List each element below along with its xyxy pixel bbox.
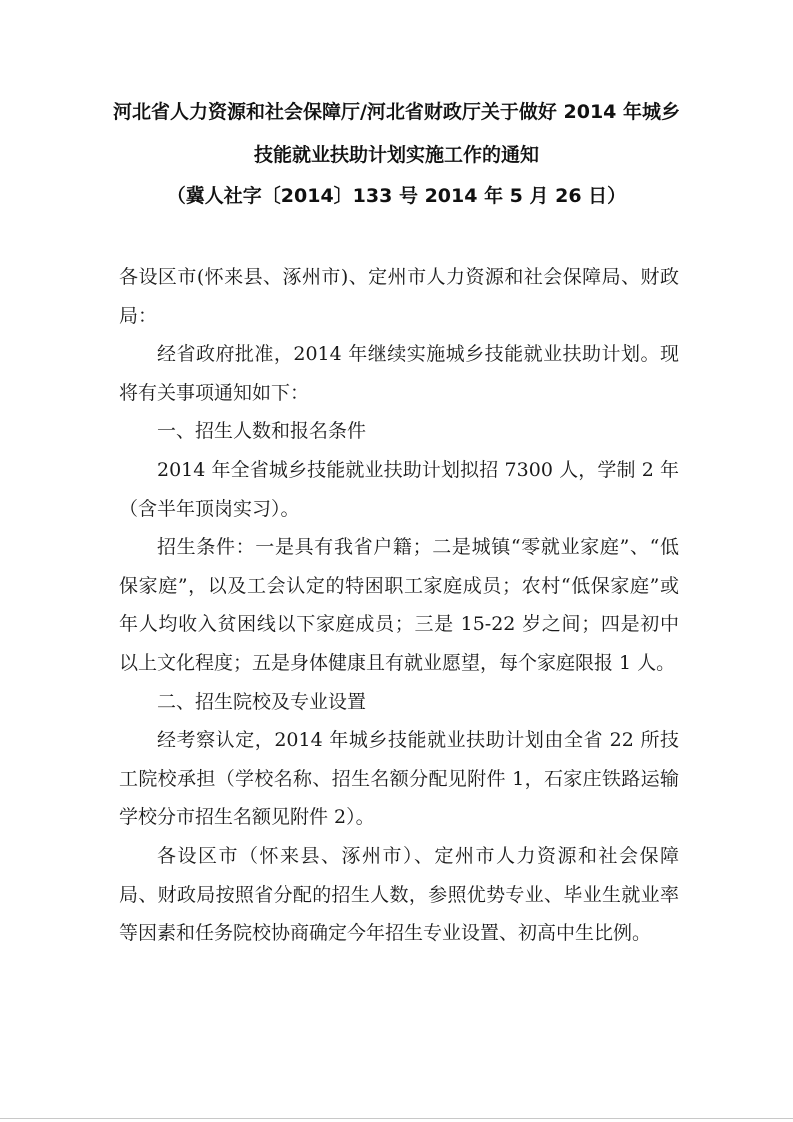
intro-paragraph: 经省政府批准，2014 年继续实施城乡技能就业扶助计划。现将有关事项通知如下： [119, 343, 679, 404]
document-body [119, 258, 679, 953]
section-heading-2: 二、招生院校及专业设置 [157, 690, 367, 713]
schools-paragraph: 经考察认定，2014 年城乡技能就业扶助计划由全省 22 所技工院校承担（学校名称、招生名额分配见附件 1，石家庄铁路运输学校分市招生名额见附件 2）。 [119, 729, 679, 829]
title-line-2: 技能就业扶助计划实施工作的通知 [253, 144, 539, 166]
majors-paragraph: 各设区市（怀来县、涿州市）、定州市人力资源和社会保障局、财政局按照省分配的招生人数，参照优势专业、毕业生就业率等因素和任务院校协商确定今年招生专业设置、初高中生比例。 [119, 844, 679, 945]
document-number-date: （冀人社字〔2014〕133 号 2014 年 5 月 26 日） [166, 185, 627, 207]
conditions-paragraph: 招生条件：一是具有我省户籍；二是城镇“零就业家庭”、“低保家庭”，以及工会认定的特困职工家庭成员；农村“低保家庭”或年人均收入贫困线以下家庭成员；三是 15-22 岁之间；四是初中以上文化程度；五是身体健康且有就业愿望，每个家庭限报 1 人。 [119, 536, 679, 674]
section-heading-1: 一、招生人数和报名条件 [157, 420, 367, 443]
page-bottom-divider [0, 1118, 793, 1119]
addressee-paragraph: 各设区市(怀来县、涿州市)、定州市人力资源和社会保障局、财政局： [119, 266, 679, 327]
document-title [100, 91, 693, 218]
title-line-1: 河北省人力资源和社会保障厅/河北省财政厅关于做好 2014 年城乡 [112, 101, 681, 123]
enrollment-paragraph: 2014 年全省城乡技能就业扶助计划拟招 7300 人，学制 2 年（含半年顶岗实习）。 [119, 458, 679, 520]
